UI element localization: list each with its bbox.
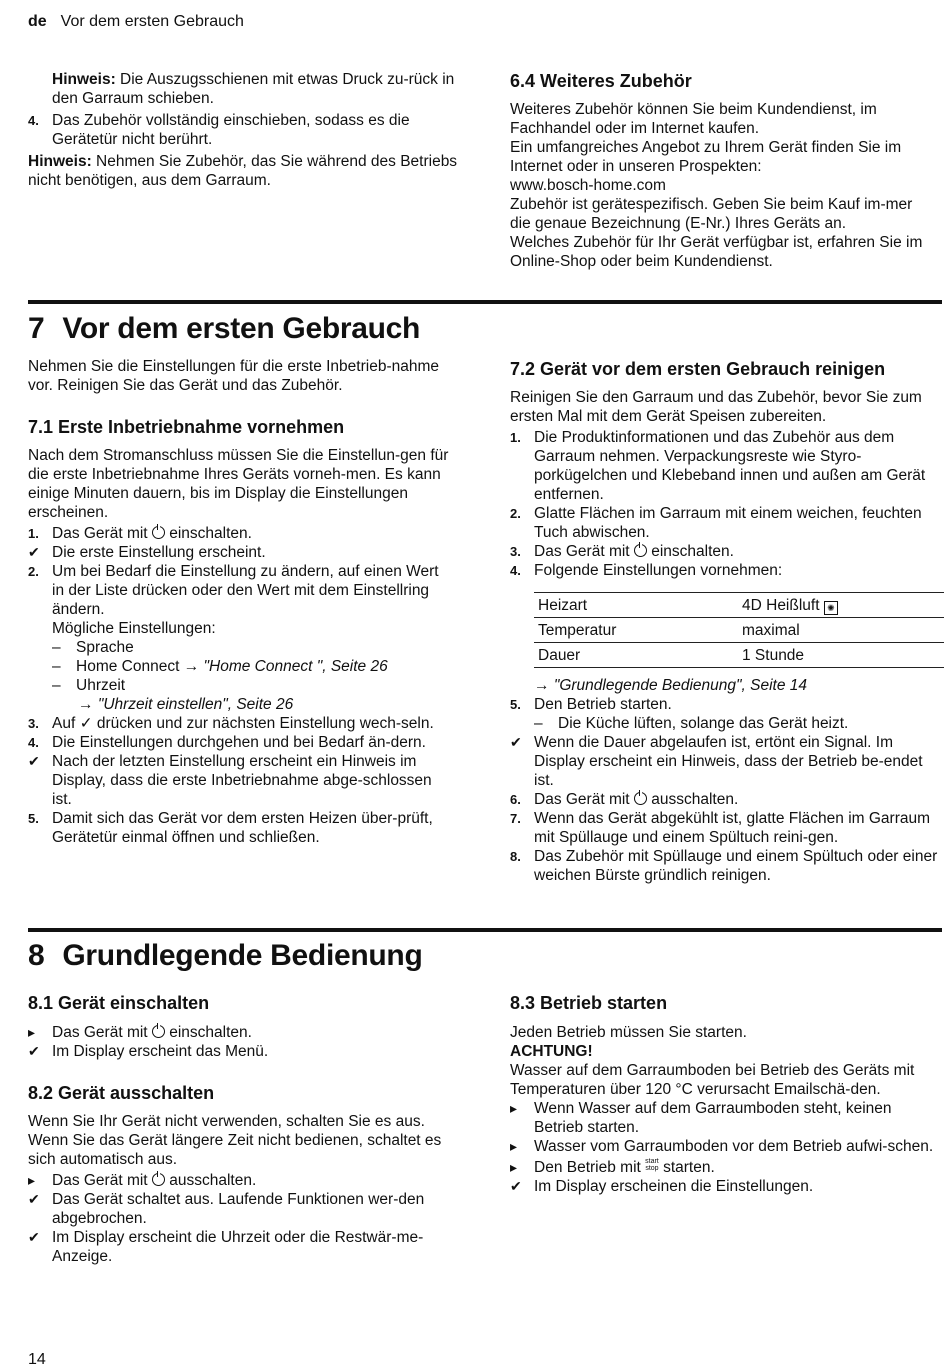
chapter-rule	[28, 928, 942, 932]
result-item: ✔ Die erste Einstellung erscheint.	[28, 544, 266, 561]
option-ref	[28, 695, 453, 714]
result-item: ✔ Im Display erscheint das Menü.	[28, 1043, 269, 1060]
check-icon: ✓	[79, 715, 93, 732]
chapter-8-title: 8 Grundlegende Bedienung	[28, 939, 423, 972]
step-item: 8. Das Zubehör mit Spüllauge und einem Spültuch oder einer weichen Bürste gründlich reinigen.	[510, 848, 938, 884]
reference-item	[510, 676, 942, 695]
checkmark-icon: ✔	[28, 1191, 40, 1207]
bullet-arrow-icon: ▸	[28, 1172, 36, 1188]
hint-1: Hinweis: Die Auszugsschienen mit etwas Druck zu-rück in den Garraum schieben.	[52, 71, 455, 107]
options-label: Mögliche Einstellungen:	[52, 620, 216, 637]
section-title: 7.1 Erste Inbetriebnahme vornehmen	[28, 417, 345, 437]
chapter-7-right	[510, 358, 942, 885]
table-row: Temperatur maximal	[534, 618, 944, 643]
checkmark-icon: ✔	[28, 1043, 40, 1059]
checkmark-icon: ✔	[28, 753, 40, 769]
section-title: 8.1 Gerät einschalten	[28, 993, 210, 1013]
step-item: 2. Glatte Flächen im Garraum mit einem weichen, feuchten Tuch abwischen.	[510, 505, 922, 541]
settings-table	[534, 592, 944, 668]
paragraph: Nehmen Sie die Einstellungen für die erste Inbetrieb-nahme vor. Reinigen Sie das Gerät und das Zubehör.	[28, 358, 439, 394]
step-item: 5. Den Betrieb starten.	[510, 696, 672, 713]
result-item: ✔ Im Display erscheint die Uhrzeit oder die Restwär-me-Anzeige.	[28, 1229, 424, 1265]
section-title: 6.4 Weiteres Zubehör	[510, 71, 692, 91]
top-left-block	[28, 70, 458, 190]
paragraph: Reinigen Sie den Garraum und das Zubehör, bevor Sie zum ersten Mal mit dem Gerät Speisen zubereiten.	[510, 389, 922, 425]
step-item: 5. Damit sich das Gerät vor dem ersten Heizen über-prüft, Gerätetür einmal öffnen und schließen.	[28, 810, 433, 846]
section-6-4	[510, 70, 930, 271]
table-row: Heizart 4D Heißluft ✺	[534, 593, 944, 618]
cross-reference[interactable]: "Home Connect ", Seite 26	[203, 658, 388, 675]
instruction-item: ▸ Das Gerät mit ausschalten.	[28, 1172, 257, 1189]
chapter-8-right	[510, 992, 942, 1196]
instruction-item: ▸ Den Betrieb mit start stop starten.	[510, 1158, 715, 1176]
checkmark-icon: ✔	[28, 1229, 40, 1245]
step-item: 6. Das Gerät mit ausschalten.	[510, 791, 739, 808]
step-item: 2. Um bei Bedarf die Einstellung zu ändern, auf einen Wert in der Liste drücken oder den Wert mit dem Einstellring ändern.	[28, 563, 439, 618]
step-item: 1. Das Gerät mit einschalten.	[28, 525, 252, 542]
instruction-item: ▸ Das Gerät mit einschalten.	[28, 1024, 252, 1041]
chapter-8-left	[28, 992, 453, 1266]
step-item: 4. Folgende Einstellungen vornehmen:	[510, 562, 783, 579]
bullet-arrow-icon: ▸	[510, 1100, 518, 1116]
cross-reference[interactable]: "Grundlegende Bedienung", Seite 14	[553, 677, 807, 694]
arrow-right-icon: →	[534, 677, 554, 694]
warning-label: ACHTUNG!	[510, 1043, 593, 1060]
arrow-right-icon: →	[183, 658, 204, 675]
paragraph: Weiteres Zubehör können Sie beim Kundendienst, im Fachhandel oder im Internet kaufen.	[510, 101, 877, 137]
result-item: ✔ Das Gerät schaltet aus. Laufende Funktionen wer-den abgebrochen.	[28, 1191, 425, 1227]
hot-air-fan-icon: ✺	[824, 601, 838, 615]
power-icon	[152, 1173, 165, 1186]
warning-text: Wasser auf dem Garraumboden bei Betrieb des Geräts mit Temperaturen über 120 °C verursacht Emailschä-den.	[510, 1062, 915, 1098]
chapter-7-left	[28, 357, 453, 847]
section-title: 7.2 Gerät vor dem ersten Gebrauch reinigen	[510, 359, 886, 379]
language-tag: de	[28, 13, 47, 30]
bullet-arrow-icon: ▸	[510, 1138, 518, 1154]
settings-table-wrap	[534, 592, 942, 668]
option-item: – Sprache	[52, 639, 134, 656]
step-item: 4. Das Zubehör vollständig einschieben, sodass es die Gerätetür nicht berührt.	[28, 112, 410, 148]
option-item: – Home Connect → "Home Connect ", Seite 26	[52, 658, 388, 675]
paragraph: Nach dem Stromanschluss müssen Sie die Einstellun-gen für die erste Inbetriebnahme Ihres Geräts vorneh-men. Es kann einige Minuten dauern, bis im Display die Einstellungen erscheinen.	[28, 447, 449, 521]
step-item: 3. Das Gerät mit einschalten.	[510, 543, 734, 560]
paragraph: Jeden Betrieb müssen Sie starten.	[510, 1024, 747, 1041]
cross-reference[interactable]: "Uhrzeit einstellen", Seite 26	[97, 696, 294, 713]
power-icon	[634, 792, 647, 805]
website-url: www.bosch-home.com	[510, 177, 666, 194]
chapter-7-title: 7 Vor dem ersten Gebrauch	[28, 312, 421, 345]
paragraph: Welches Zubehör für Ihr Gerät verfügbar ist, erfahren Sie im Online-Shop oder beim Kundendienst.	[510, 234, 923, 270]
section-title: 8.2 Gerät ausschalten	[28, 1083, 215, 1103]
result-item: ✔ Wenn die Dauer abgelaufen ist, ertönt ein Signal. Im Display erscheint ein Hinweis, dass der Betrieb be-endet ist.	[510, 734, 923, 789]
power-icon	[634, 544, 647, 557]
power-icon	[152, 1025, 165, 1038]
checkmark-icon: ✔	[510, 1178, 522, 1194]
paragraph: Wenn Sie Ihr Gerät nicht verwenden, schalten Sie es aus. Wenn Sie das Gerät längere Zeit nicht bedienen, schaltet es sich automatisch aus.	[28, 1113, 442, 1168]
section-title: 8.3 Betrieb starten	[510, 993, 668, 1013]
sub-item: – Die Küche lüften, solange das Gerät heizt.	[534, 715, 849, 732]
instruction-item: ▸ Wenn Wasser auf dem Garraumboden steht, keinen Betrieb starten.	[510, 1100, 892, 1136]
paragraph: Ein umfangreiches Angebot zu Ihrem Gerät finden Sie im Internet oder in unseren Prospekten:	[510, 139, 902, 175]
table-row: Dauer 1 Stunde	[534, 643, 944, 668]
paragraph: Zubehör ist gerätespezifisch. Geben Sie beim Kauf im-mer die genaue Bezeichnung (E-Nr.) Ihres Geräts an.	[510, 196, 913, 232]
hint-2: Hinweis: Nehmen Sie Zubehör, das Sie während des Betriebs nicht benötigen, aus dem Garraum.	[28, 153, 458, 189]
bullet-arrow-icon: ▸	[510, 1159, 518, 1175]
checkmark-icon: ✔	[510, 734, 522, 750]
option-item: – Uhrzeit	[52, 677, 126, 694]
hint-label: Hinweis:	[28, 153, 92, 170]
result-item: ✔ Nach der letzten Einstellung erscheint ein Hinweis im Display, dass die erste Inbetriebnahme abge-schlossen ist.	[28, 753, 432, 808]
start-stop-icon: start stop	[645, 1158, 659, 1172]
header-title: Vor dem ersten Gebrauch	[60, 13, 244, 30]
running-header	[28, 12, 244, 31]
hint-label: Hinweis:	[52, 71, 116, 88]
step-item: 7. Wenn das Gerät abgekühlt ist, glatte Flächen im Garraum mit Spüllauge und einem Spültuch reini-gen.	[510, 810, 931, 846]
chapter-rule	[28, 300, 942, 304]
result-item: ✔ Im Display erscheinen die Einstellungen.	[510, 1178, 814, 1195]
instruction-item: ▸ Wasser vom Garraumboden vor dem Betrieb aufwi-schen.	[510, 1138, 934, 1155]
page-number: 14	[28, 1351, 46, 1368]
step-item: 4. Die Einstellungen durchgehen und bei Bedarf än-dern.	[28, 734, 426, 751]
bullet-arrow-icon: ▸	[28, 1024, 36, 1040]
power-icon	[152, 526, 165, 539]
arrow-right-icon: →	[78, 696, 98, 713]
step-item: 3. Auf ✓ drücken und zur nächsten Einstellung wech-seln.	[28, 715, 434, 732]
checkmark-icon: ✔	[28, 544, 40, 560]
step-item: 1. Die Produktinformationen und das Zubehör aus dem Garraum nehmen. Verpackungsreste wie Styro-porkügelchen und Klebeband innen und außen am Gerät entfernen.	[510, 429, 926, 503]
